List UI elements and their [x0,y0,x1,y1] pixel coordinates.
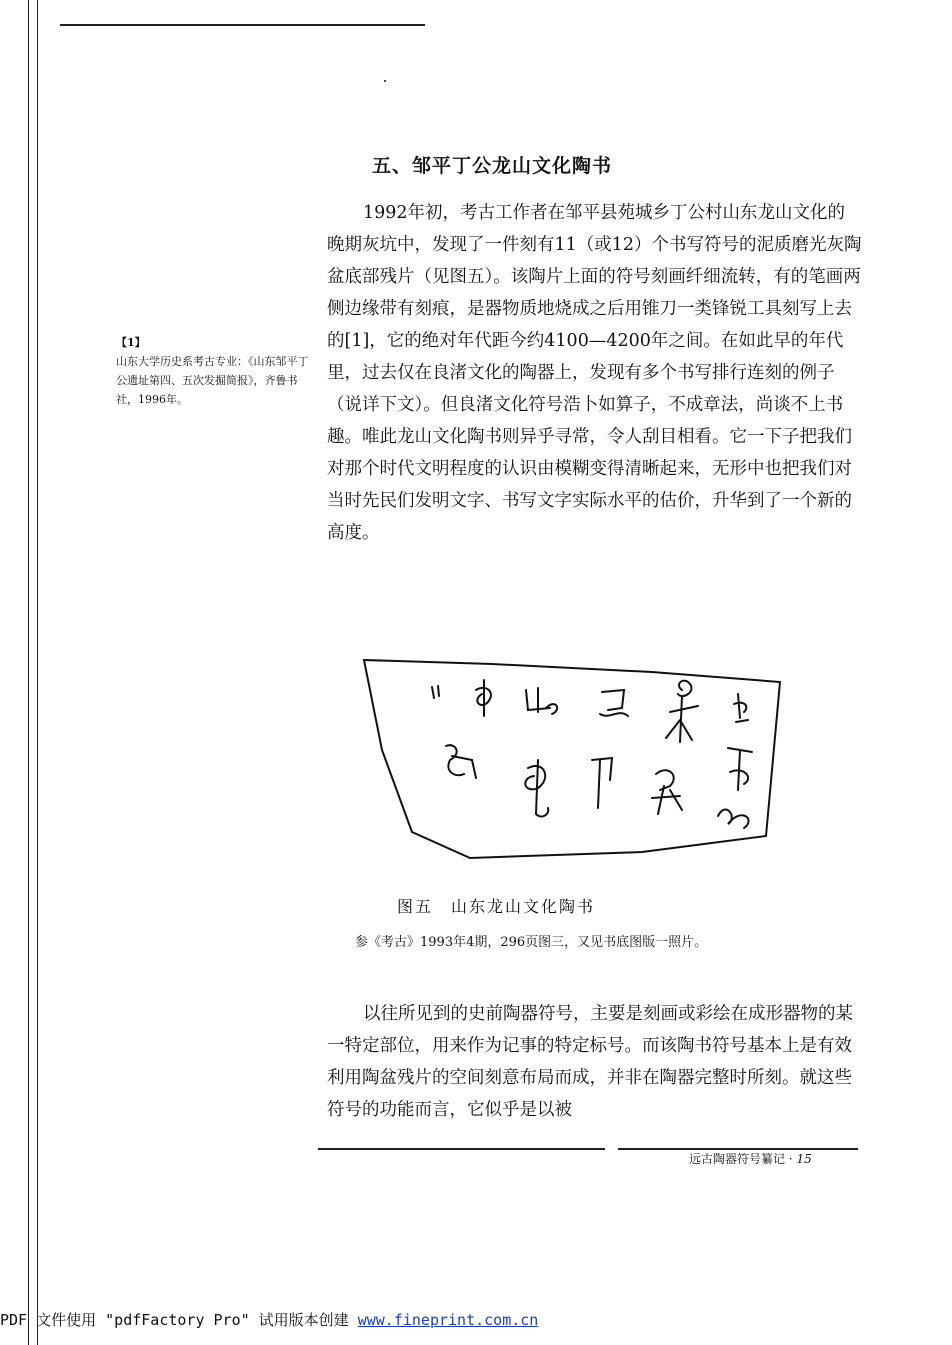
binding-edge-line [28,0,29,1345]
symbol [666,681,698,742]
pdf-footer-link[interactable]: www.fineprint.com.cn [357,1311,539,1329]
top-rule [60,24,425,26]
symbol [446,745,476,778]
body-text-bottom [327,998,862,1126]
symbol [592,758,612,808]
paragraph: 1992年初，考古工作者在邹平县苑城乡丁公村山东龙山文化的晚期灰坑中，发现了一件刻有11（或12）个书写符号的泥质磨光灰陶盆底部残片（见图五）。该陶片上面的符号刻画纤细流转，有的笔画两侧边缘带有刻痕，是器物质地烧成之后用锥刀一类锋锐工具刻写上去的[1]，它的绝对年代距今约4100—4200年之间。在如此早的年代里，过去仅在良渚文化的陶器上，发现有多个书写排行连刻的例子（说详下文）。但良渚文化符号浩卜如算子，不成章法，尚谈不上书趣。唯此龙山文化陶书则异乎寻常，令人刮目相看。它一下子把我们对那个时代文明程度的认识由模糊变得清晰起来，无形中也把我们对当时先民们发明文字、书写文字实际水平的估价，升华到了一个新的高度。 [327,203,862,543]
footnote-text: 山东大学历史系考古专业：《山东邹平丁公遗址第四、五次发掘简报》，齐鲁书社，1996年。 [116,355,309,406]
footnote [116,333,316,409]
binding-edge-line [37,0,38,1345]
scan-speck [384,80,386,82]
page-number: 15 [796,1152,812,1166]
symbol [600,690,628,716]
figure-source: 参《考古》1993年4期，296页图三，又见书底图版一照片。 [355,935,708,950]
symbol [525,760,548,816]
section-title: 五、邹平丁公龙山文化陶书 [372,155,613,177]
footer-rule [318,1148,605,1150]
incised-symbols [432,680,752,828]
body-text-top [327,197,862,549]
running-footer-separator: · [788,1152,793,1166]
pdf-footer-text: PDF 文件使用 "pdfFactory Pro" 试用版本创建 [0,1311,349,1329]
symbol [718,810,749,828]
symbol [526,688,557,714]
symbol [734,694,748,722]
footnote-marker: 【1】 [116,336,146,349]
running-footer [689,1150,812,1167]
pdf-creator-footer [0,1309,538,1330]
figure-caption: 图五 山东龙山文化陶书 [396,897,595,916]
paragraph: 以往所见到的史前陶器符号，主要是刻画或彩绘在成形器物的某一特定部位，用来作为记事的特定标号。而该陶书符号基本上是有效利用陶盆残片的空间刻意布局而成，并非在陶器完整时所刻。就这些符号的功能而言，它似乎是以被 [327,1004,853,1120]
symbol [476,680,491,716]
pottery-sherd-figure [352,650,792,865]
symbol [652,770,682,814]
running-footer-title: 远古陶器符号纂记 [689,1152,786,1166]
symbol [432,686,439,698]
symbol [728,748,752,790]
sherd-outline [364,660,780,858]
